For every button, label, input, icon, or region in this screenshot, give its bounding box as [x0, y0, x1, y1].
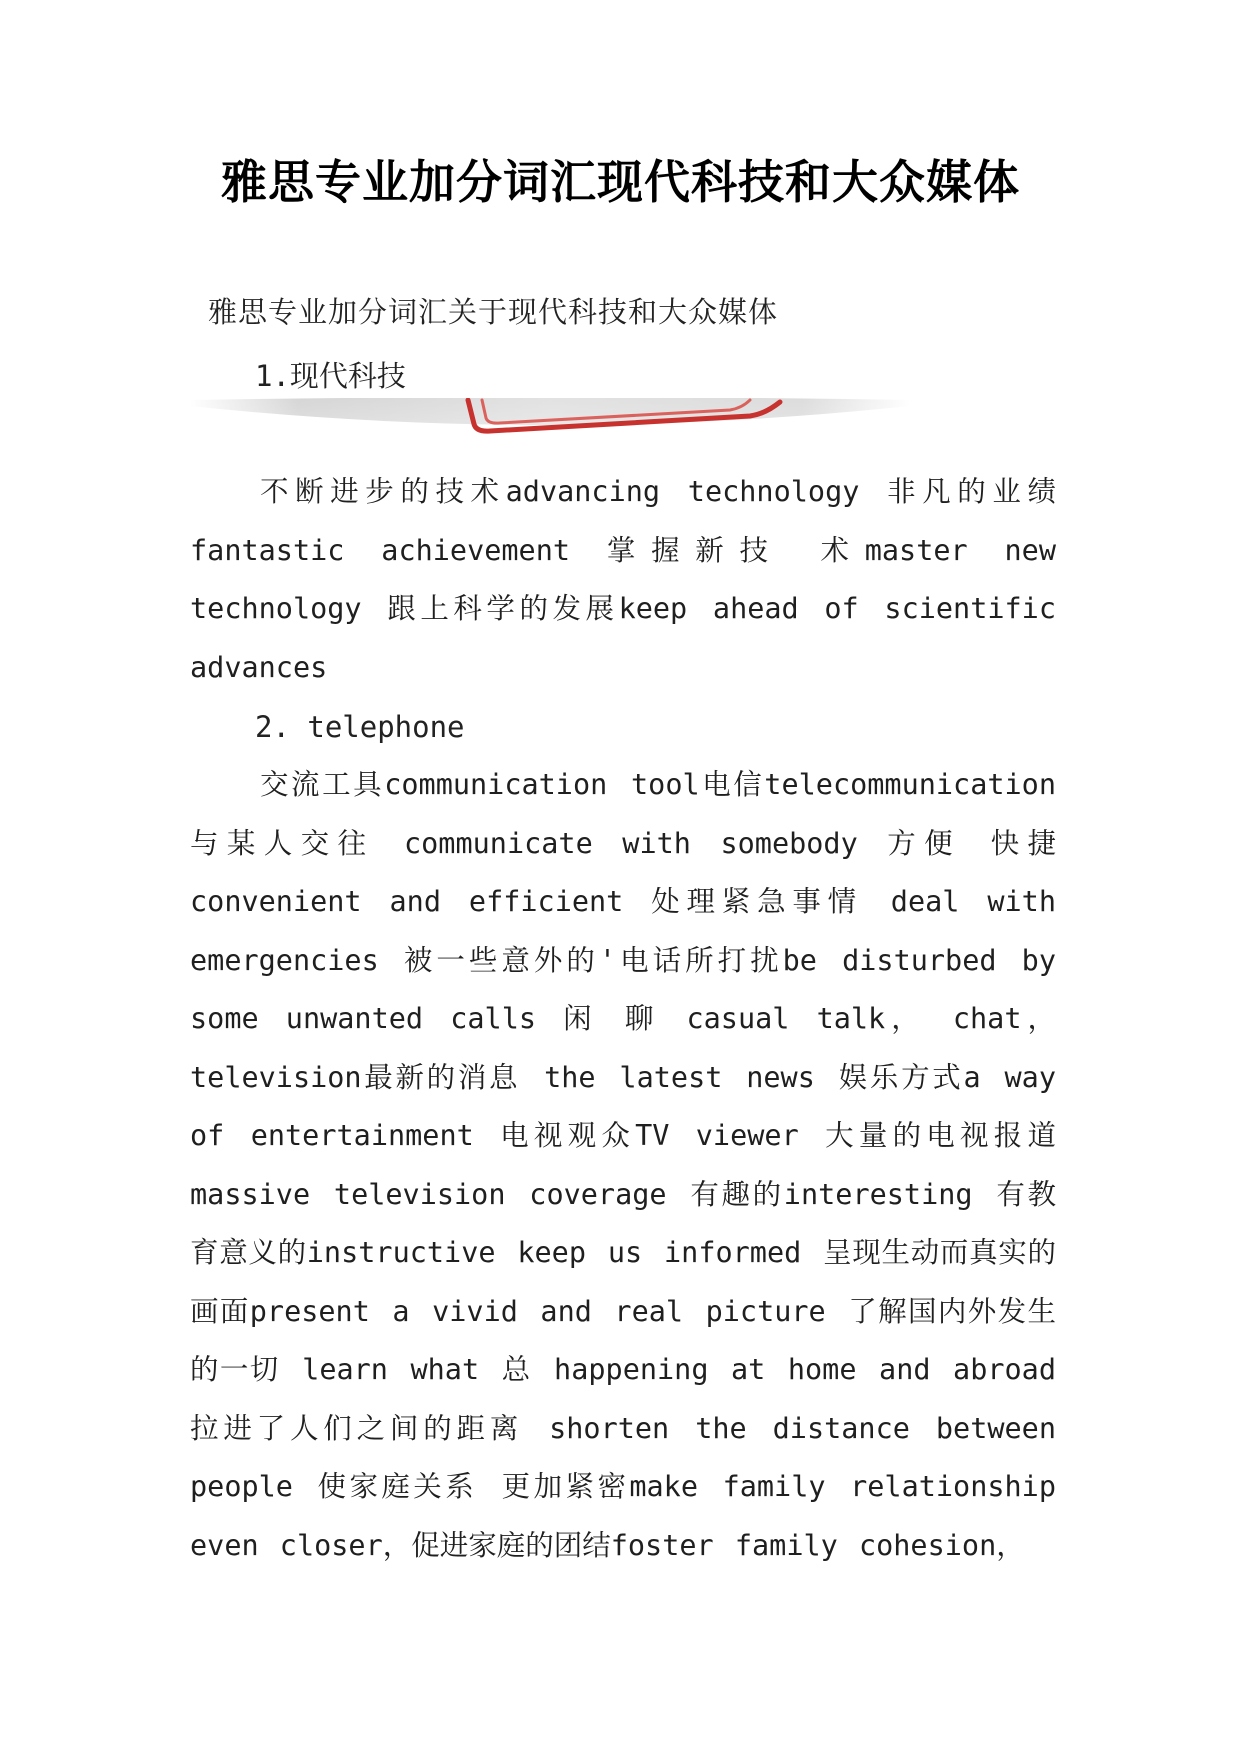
- decorative-banner-image: [190, 398, 910, 448]
- paragraph-telephone-television: 交流工具communication tool电信telecommunication与某人交往 communicate with somebody 方便 快捷convenient and efficient 处理紧急事情 deal with emergencies 被一些意外的'电话所打扰be disturbed by some unwanted calls 闲 聊 casual talk， chat，television最新的消息 the latest news 娱乐方式a way of entertainment 电视观众TV viewer 大量的电视报道massive television coverage 有趣的interesting 有教育意义的instructive keep us informed 呈现生动而真实的画面present a vivid and real picture 了解国内外发生的一切 learn what 总 happening at home and abroad 拉进了人们之间的距离 shorten the distance between people 使家庭关系 更加紧密make family relationship even closer，促进家庭的团结foster family cohesion，: [190, 768, 1056, 1562]
- document-subtitle: 雅思专业加分词汇关于现代科技和大众媒体: [208, 295, 779, 329]
- section-heading-telephone: 2. telephone: [255, 710, 465, 744]
- paragraph-modern-technology: 不断进步的技术advancing technology 非凡的业绩fantastic achievement 掌握新技 术master new technology 跟上科学的发展keep ahead of scientific advances: [190, 475, 1056, 684]
- page-title: 雅思专业加分词汇现代科技和大众媒体: [221, 155, 1020, 209]
- section-heading-modern-technology: 1.现代科技: [255, 359, 406, 393]
